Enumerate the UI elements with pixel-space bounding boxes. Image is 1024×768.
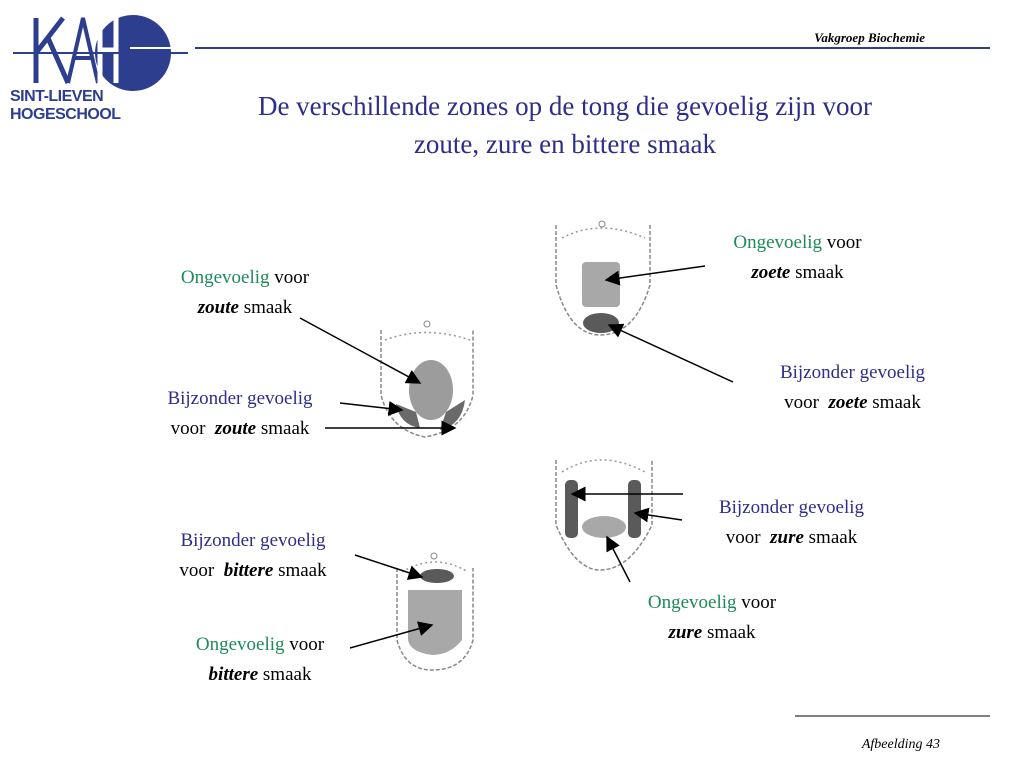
- label-taste: zoute: [214, 418, 257, 439]
- label-rest: smaak: [808, 527, 858, 548]
- label-rest: voor: [289, 634, 325, 655]
- label-rest: smaak: [262, 664, 312, 685]
- tongue-bitter: [397, 553, 473, 670]
- label-word: Bijzonder gevoelig: [167, 388, 313, 409]
- arrow-bitter-sensitive: [355, 555, 422, 577]
- label-taste: zoute: [197, 297, 239, 318]
- label-rest: smaak: [795, 262, 844, 283]
- label-taste: zure: [668, 622, 703, 643]
- arrow-zoet-sensitive: [609, 325, 733, 382]
- zuur-sensitive-zone-right: [628, 480, 641, 538]
- label-rest: smaak: [872, 392, 921, 413]
- label-taste: bittere: [208, 664, 259, 685]
- zout-insensitive-zone: [409, 360, 453, 420]
- label-rest: voor: [826, 232, 862, 253]
- bitter-sensitive-zone: [420, 569, 454, 583]
- label-zoet-sensitive: [745, 358, 960, 418]
- label-bitter-insensitive: [165, 630, 355, 690]
- zoet-sensitive-zone: [583, 313, 619, 333]
- label-rest: voor: [725, 527, 761, 548]
- title-line-2: zoute, zure en bittere smaak: [413, 129, 717, 159]
- figure-caption: Afbeelding 43: [861, 737, 940, 752]
- tongue-zout: [381, 321, 473, 437]
- arrow-zuur-sensitive-2: [635, 513, 682, 520]
- arrow-zoet-insensitive: [606, 266, 705, 280]
- label-rest: voor: [179, 560, 215, 581]
- label-rest: voor: [784, 392, 819, 413]
- label-rest: smaak: [707, 622, 756, 643]
- label-word: Ongevoelig: [733, 232, 823, 253]
- label-zuur-sensitive: [684, 493, 899, 553]
- label-taste: zoete: [751, 262, 791, 283]
- label-rest: voor: [741, 592, 777, 613]
- label-word: Bijzonder gevoelig: [718, 497, 865, 518]
- label-rest: smaak: [260, 418, 310, 439]
- arrow-zout-sensitive: [340, 403, 402, 410]
- arrow-zout-insensitive: [300, 318, 420, 383]
- label-bitter-sensitive: [148, 526, 358, 586]
- label-zuur-insensitive: [617, 588, 807, 648]
- label-rest: smaak: [243, 297, 293, 318]
- label-rest: smaak: [278, 560, 327, 581]
- department-label: Vakgroep Biochemie: [814, 30, 925, 45]
- tongue-zuur: [556, 460, 652, 570]
- label-rest: voor: [274, 267, 310, 288]
- logo-text: SINT-LIEVEN HOGESCHOOL: [10, 88, 121, 123]
- label-word: Bijzonder gevoelig: [180, 530, 326, 551]
- title-line-1: De verschillende zones op de tong die gevoelig zijn voor: [257, 91, 873, 121]
- label-zout-sensitive: [135, 384, 345, 444]
- zuur-sensitive-zone-left: [565, 480, 578, 538]
- label-taste: zoete: [828, 392, 868, 413]
- bitter-insensitive-zone: [408, 590, 462, 655]
- label-zout-insensitive: [150, 263, 340, 323]
- arrow-zuur-insensitive: [607, 537, 630, 582]
- tongue-zoet: [556, 221, 650, 335]
- label-word: Bijzonder gevoelig: [779, 362, 926, 383]
- label-taste: bittere: [223, 560, 274, 581]
- label-word: Ongevoelig: [195, 634, 285, 655]
- label-zoet-insensitive: [700, 228, 895, 288]
- label-word: Ongevoelig: [647, 592, 737, 613]
- label-word: Ongevoelig: [180, 267, 270, 288]
- label-taste: zure: [770, 527, 804, 548]
- zoet-insensitive-zone: [582, 262, 620, 307]
- label-rest: voor: [170, 418, 206, 439]
- zuur-insensitive-zone: [582, 516, 626, 538]
